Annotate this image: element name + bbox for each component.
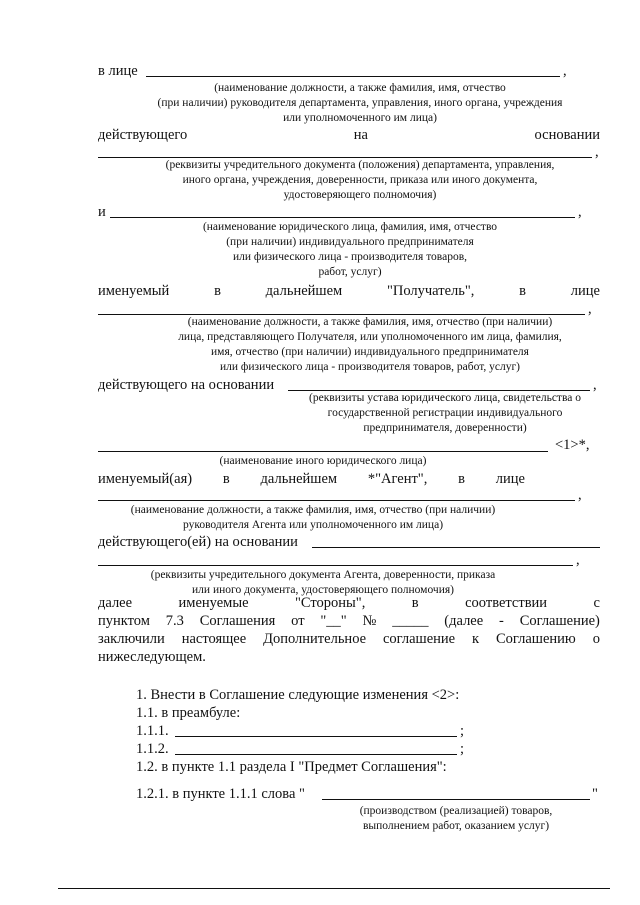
caption-line: руководителя Агента или уполномоченного им лица) <box>182 519 444 531</box>
parties-row <box>98 596 600 611</box>
recipient-representative-blank[interactable] <box>98 314 585 315</box>
item-1-2-1-blank[interactable] <box>322 799 590 800</box>
footnote-ref: <1>*, <box>555 437 590 453</box>
word: в <box>214 283 221 299</box>
caption-line: (наименование должности, а также фамилия, имя, отчество <box>214 82 506 94</box>
comma: , <box>578 204 582 220</box>
caption-line: (наименование должности, а также фамилия, имя, отчество (при наличии) <box>130 504 496 516</box>
caption-line: иного органа, учреждения, доверенности, приказа или иного документа, <box>182 174 538 186</box>
comma: , <box>595 144 599 160</box>
item-1-1-2: 1.1.2. <box>136 741 169 757</box>
word: именуемые <box>178 595 249 611</box>
in-person-label: в лице <box>98 63 138 79</box>
word: соглашение <box>382 631 456 647</box>
word: соответствии <box>465 595 548 611</box>
caption-line: (реквизиты учредительного документа (положения) департамента, управления, <box>165 159 555 171</box>
comma: , <box>563 63 567 79</box>
word: № <box>362 613 377 629</box>
word: в <box>458 471 465 487</box>
agent-representative-blank[interactable] <box>98 500 575 501</box>
word: пунктом <box>98 613 150 629</box>
caption-line: государственной регистрации индивидуального <box>327 407 563 419</box>
word: о <box>592 631 600 647</box>
word: Соглашение) <box>519 613 600 629</box>
caption-line: или физического лица - производителя товаров, <box>232 251 467 263</box>
word: от <box>291 613 305 629</box>
word: Дополнительное <box>263 631 367 647</box>
word: основании <box>534 127 600 143</box>
semicolon: ; <box>460 741 465 757</box>
item-1-2: 1.2. в пункте 1.1 раздела I "Предмет Соглашения": <box>136 759 447 775</box>
word: далее <box>98 595 133 611</box>
agent-basis-blank-2[interactable] <box>98 565 573 566</box>
item-1-2-1: 1.2.1. в пункте 1.1.1 слова " <box>136 786 305 802</box>
word: в <box>519 283 527 299</box>
word: настоящее <box>181 631 247 647</box>
parties-row <box>98 614 600 629</box>
agent-basis-blank[interactable] <box>312 547 600 548</box>
word: "Стороны", <box>294 595 366 611</box>
caption-line: (при наличии) руководителя департамента, управления, иного органа, учреждения <box>157 97 563 109</box>
acting-basis-label: действующего на основании <box>98 377 275 393</box>
recipient-basis-blank[interactable] <box>288 390 590 391</box>
item-1: 1. Внести в Соглашение следующие изменения <2>: <box>136 687 460 703</box>
acting-basis-label: действующего(ей) на основании <box>98 534 298 550</box>
word: дальнейшем <box>260 471 338 487</box>
comma: , <box>593 377 597 393</box>
item-1-1-2-blank[interactable] <box>175 754 457 755</box>
caption-line: (реквизиты устава юридического лица, свидетельства о <box>309 392 581 404</box>
word: в <box>222 471 230 487</box>
caption-line: (при наличии) индивидуального предпринимателя <box>226 236 474 248</box>
word: _____ <box>392 613 429 629</box>
closing-quote: " <box>592 786 598 802</box>
caption-line: выполнением работ, оказанием услуг) <box>362 820 550 832</box>
agent-name-blank[interactable] <box>98 451 548 452</box>
caption-line: лица, представляющего Получателя, или уполномоченного им лица, фамилия, <box>178 331 562 343</box>
acting-row <box>98 128 600 143</box>
caption-line: удостоверяющего полномочия) <box>283 189 437 201</box>
word: (далее <box>444 613 484 629</box>
word: в <box>411 595 419 611</box>
recipient-name-blank[interactable] <box>110 217 575 218</box>
page-bottom-rule <box>58 888 610 889</box>
word: дальнейшем <box>265 283 343 299</box>
and-label: и <box>98 204 106 220</box>
parties-row <box>98 632 600 647</box>
named-row <box>98 284 600 299</box>
comma: , <box>588 301 592 317</box>
word: на <box>353 127 368 143</box>
comma: , <box>576 552 580 568</box>
word: лице <box>495 471 525 487</box>
caption-line: (производством (реализацией) товаров, <box>359 805 553 817</box>
word: 7.3 <box>165 613 184 629</box>
word: именуемый(ая) <box>98 471 193 487</box>
word: заключили <box>98 631 165 647</box>
basis-document-blank[interactable] <box>98 157 592 158</box>
caption-line: (наименование должности, а также фамилия, имя, отчество (при наличии) <box>187 316 553 328</box>
semicolon: ; <box>460 723 465 739</box>
caption-line: или уполномоченного им лица) <box>283 112 437 124</box>
item-1-1-1: 1.1.1. <box>136 723 169 739</box>
word: *"Агент", <box>367 471 428 487</box>
word: Соглашения <box>199 613 276 629</box>
word: действующего <box>98 127 188 143</box>
caption-line: предпринимателя, доверенности) <box>363 422 527 434</box>
item-1-1: 1.1. в преамбуле: <box>136 705 241 721</box>
word: именуемый <box>98 283 170 299</box>
comma: , <box>578 487 582 503</box>
caption-line: или физического лица - производителя товаров, работ, услуг) <box>220 361 520 373</box>
official-name-blank[interactable] <box>146 76 560 77</box>
caption-line: (наименование иного юридического лица) <box>219 455 427 467</box>
word: с <box>593 595 600 611</box>
word: Соглашению <box>496 631 576 647</box>
item-1-1-1-blank[interactable] <box>175 736 457 737</box>
word: "Получатель", <box>386 283 475 299</box>
named-row <box>98 472 525 487</box>
caption-line: (реквизиты учредительного документа Агента, доверенности, приказа <box>150 569 496 581</box>
word: лице <box>570 283 600 299</box>
word: - <box>499 613 504 629</box>
word: к <box>472 631 480 647</box>
caption-line: (наименование юридического лица, фамилия, имя, отчество <box>202 221 498 233</box>
caption-line: работ, услуг) <box>318 266 382 278</box>
caption-line: имя, отчество (при наличии) индивидуального предпринимателя <box>211 346 529 358</box>
word: "__" <box>320 613 347 629</box>
parties-row-end: нижеследующем. <box>98 649 206 665</box>
caption-line: или иного документа, удостоверяющего полномочия) <box>192 584 454 596</box>
